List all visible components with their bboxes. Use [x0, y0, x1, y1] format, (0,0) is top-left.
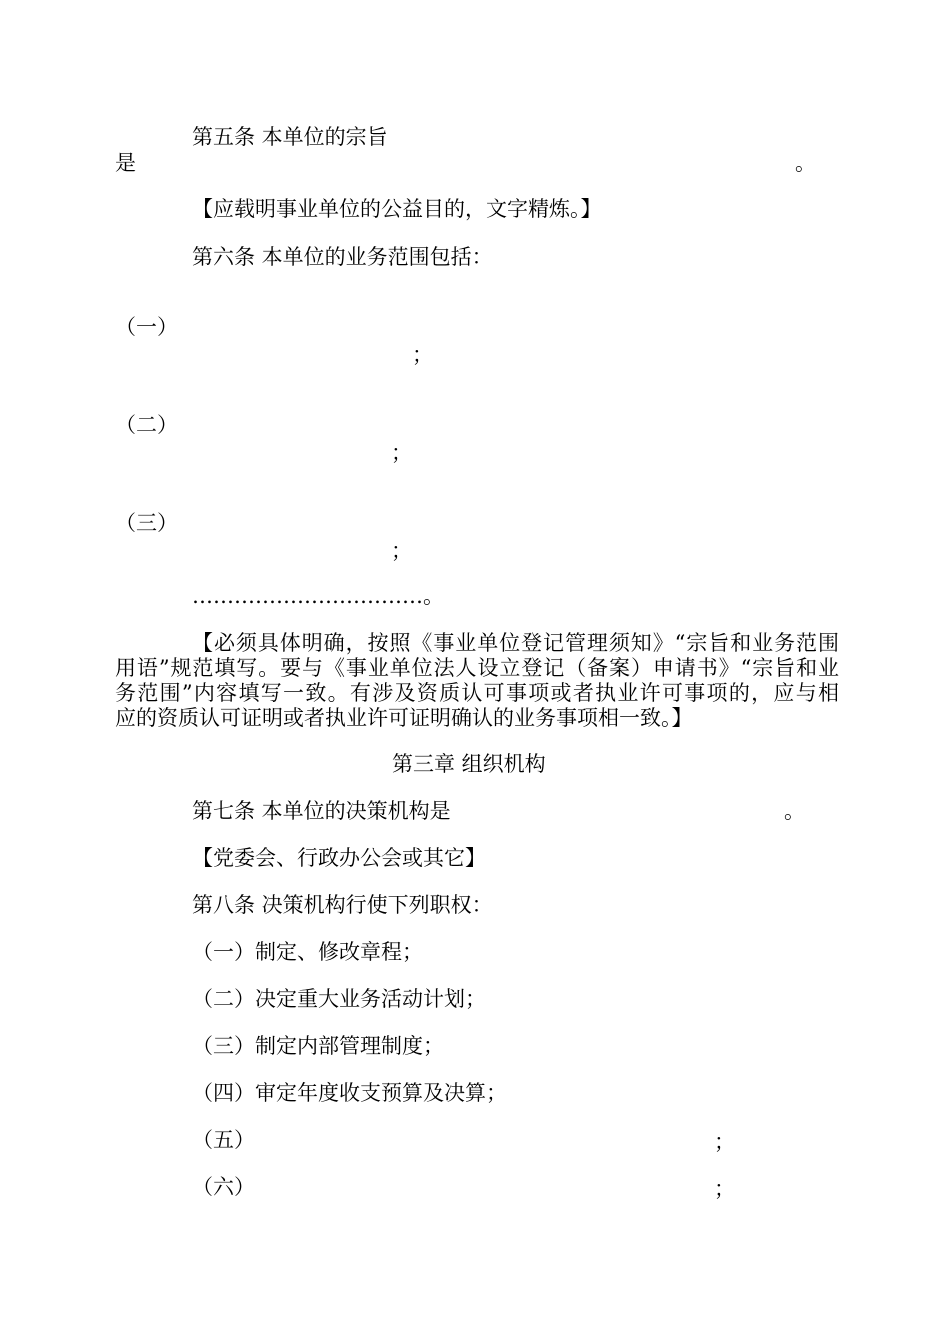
- article6-item-1-end: ；: [412, 343, 433, 367]
- article8-item-3: （三）制定内部管理制度；: [192, 1034, 444, 1058]
- chapter3-title: 第三章 组织机构: [392, 752, 546, 776]
- article8-title: 第八条 决策机构行使下列职权：: [192, 893, 493, 917]
- article8-item-6-end: ；: [714, 1177, 735, 1201]
- article7-title: 第七条 本单位的决策机构是: [192, 799, 451, 823]
- article6-item-2-end: ；: [391, 441, 412, 465]
- article5-end: 。: [795, 151, 816, 175]
- article6-note-line: 【必须具体明确，按照《事业单位登记管理须知》“宗旨和业务范围: [192, 631, 839, 655]
- article7-note: 【党委会、行政办公会或其它】: [192, 846, 486, 870]
- article6-item-3-label: （三）: [115, 511, 178, 535]
- article8-item-5-label: （五）: [192, 1128, 255, 1152]
- article5-title-cont: 是: [115, 151, 136, 175]
- article6-item-1-label: （一）: [115, 315, 178, 339]
- article6-note: [115, 631, 839, 731]
- article6-ellipsis: ……………………………。: [192, 584, 444, 608]
- article7-end: 。: [784, 799, 805, 823]
- article8-item-1: （一）制定、修改章程；: [192, 940, 423, 964]
- article8-item-6-label: （六）: [192, 1175, 255, 1199]
- article6-note-line: 应的资质认可证明或者执业许可证明确认的业务事项相一致。】: [115, 706, 693, 730]
- article6-title: 第六条 本单位的业务范围包括：: [192, 245, 493, 269]
- article8-item-5-end: ；: [714, 1130, 735, 1154]
- article6-item-3-end: ；: [391, 539, 412, 563]
- article8-item-4: （四）审定年度收支预算及决算；: [192, 1081, 507, 1105]
- article5-title: 第五条 本单位的宗旨: [192, 125, 388, 149]
- article8-item-2: （二）决定重大业务活动计划；: [192, 987, 486, 1011]
- article6-note-line: 用语”规范填写。要与《事业单位法人设立登记（备案）申请书》“宗旨和业: [115, 656, 840, 680]
- article5-note: 【应载明事业单位的公益目的，文字精炼。】: [192, 197, 602, 221]
- article6-item-2-label: （二）: [115, 413, 178, 437]
- article6-note-line: 务范围”内容填写一致。有涉及资质认可事项或者执业许可事项的，应与相: [115, 681, 839, 705]
